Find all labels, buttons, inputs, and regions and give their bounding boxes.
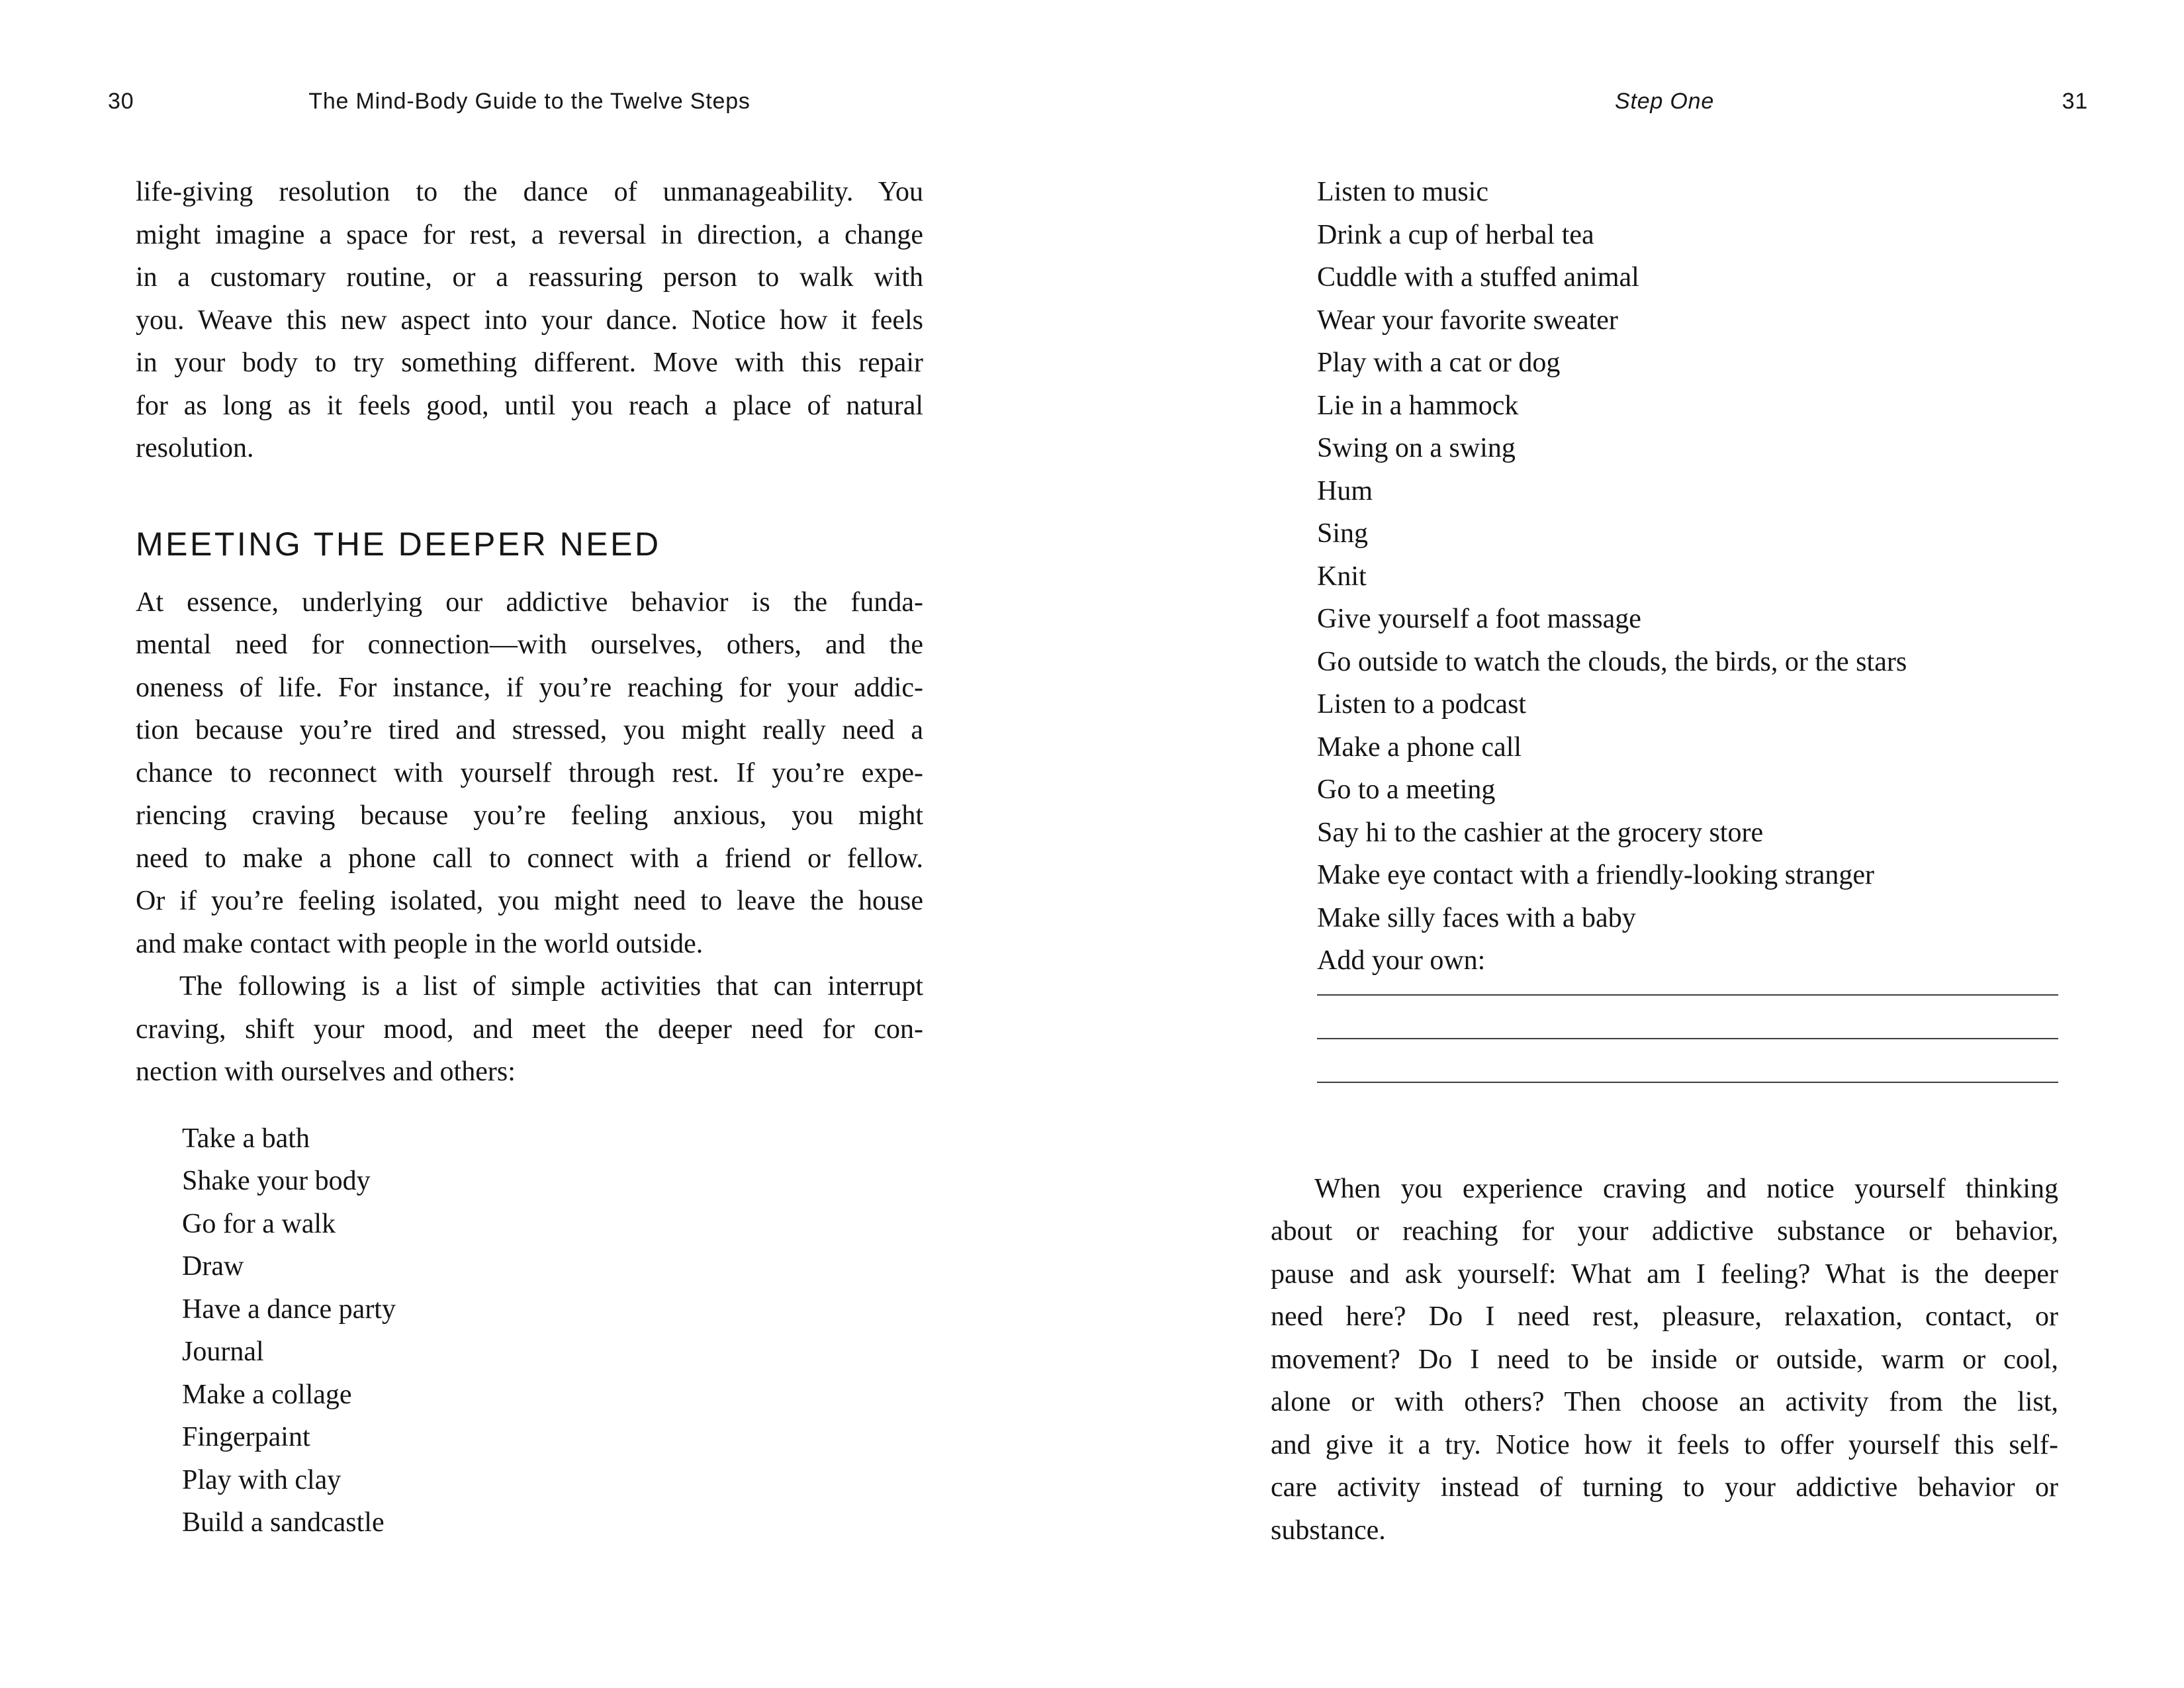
text-line: life-giving resolution to the dance of unmanageability. You <box>136 177 923 207</box>
list-item: Go to a meeting <box>1317 774 1496 805</box>
list-item: Fingerpaint <box>182 1422 310 1452</box>
text-line: When you experience craving and notice yourself thinking <box>1314 1173 2058 1204</box>
text-line: nection with ourselves and others: <box>136 1056 516 1087</box>
text-line: need to make a phone call to connect with a friend or fellow. <box>136 843 923 874</box>
page-number-right: 31 <box>2062 89 2088 114</box>
page-right <box>1092 0 2184 1688</box>
list-item: Sing <box>1317 518 1369 549</box>
list-item: Make eye contact with a friendly-looking stranger <box>1317 860 1875 890</box>
text-line: mental need for connection—with ourselves, others, and the <box>136 630 923 660</box>
paragraph-following <box>136 965 923 1094</box>
text-line: riencing craving because you’re feeling anxious, you might <box>136 800 923 831</box>
text-line: oneness of life. For instance, if you’re reaching for your addic- <box>136 672 923 703</box>
text-line: and make contact with people in the world outside. <box>136 928 704 959</box>
text-line: about or reaching for your addictive substance or behavior, <box>1271 1216 2058 1246</box>
list-item: Lie in a hammock <box>1317 390 1519 421</box>
list-item: Play with a cat or dog <box>1317 348 1561 378</box>
text-line: in your body to try something different. Move with this repair <box>136 348 923 378</box>
list-item: Swing on a swing <box>1317 433 1516 463</box>
text-line: for as long as it feels good, until you reach a place of natural <box>136 390 923 421</box>
list-item: Play with clay <box>182 1464 341 1495</box>
text-line: need here? Do I need rest, pleasure, relaxation, contact, or <box>1271 1301 2058 1332</box>
list-item: Have a dance party <box>182 1293 396 1325</box>
right-text-column <box>1271 171 2058 1552</box>
text-line: pause and ask yourself: What am I feeling? What is the deeper <box>1271 1258 2058 1289</box>
list-item: Shake your body <box>182 1166 371 1196</box>
list-item: Journal <box>182 1336 264 1367</box>
running-head-right: Step One <box>1614 89 1715 114</box>
text-line: substance. <box>1271 1515 1386 1546</box>
text-line: care activity instead of turning to your addictive behavior or <box>1271 1472 2058 1503</box>
section-heading: MEETING THE DEEPER NEED <box>136 525 661 563</box>
text-line: resolution. <box>136 433 254 463</box>
list-item: Add your own: <box>1317 945 1486 976</box>
list-item: Make a collage <box>182 1379 352 1410</box>
write-in-line <box>1317 996 2058 1039</box>
list-item: Make silly faces with a baby <box>1317 902 1636 933</box>
text-line: and give it a try. Notice how it feels to offer yourself this self- <box>1271 1429 2058 1460</box>
activities-list-left <box>182 1117 923 1544</box>
text-line: Or if you’re feeling isolated, you might need to leave the house <box>136 886 923 916</box>
list-item: Build a sandcastle <box>182 1507 385 1538</box>
list-item: Draw <box>182 1251 244 1282</box>
list-item: Give yourself a foot massage <box>1317 604 1641 634</box>
list-item: Listen to a podcast <box>1317 689 1527 720</box>
list-item: Listen to music <box>1317 177 1488 207</box>
list-item: Hum <box>1317 475 1373 506</box>
text-line: alone or with others? Then choose an activity from the list, <box>1271 1387 2058 1417</box>
text-line: you. Weave this new aspect into your dance. Notice how it feels <box>136 305 923 336</box>
text-line: chance to reconnect with yourself through rest. If you’re expe- <box>136 757 923 788</box>
list-item: Go for a walk <box>182 1208 336 1239</box>
text-line: The following is a list of simple activities that can interrupt <box>179 971 923 1002</box>
page-number-left: 30 <box>108 89 134 114</box>
list-item: Take a bath <box>182 1123 310 1154</box>
list-item: Knit <box>1317 561 1367 592</box>
running-head-left: The Mind-Body Guide to the Twelve Steps <box>308 89 751 114</box>
text-line: in a customary routine, or a reassuring person to walk with <box>136 262 923 293</box>
text-line: At essence, underlying our addictive behavior is the funda- <box>136 586 923 618</box>
write-in-line <box>1317 1039 2058 1083</box>
list-item: Cuddle with a stuffed animal <box>1317 262 1639 293</box>
paragraph-essence <box>136 581 923 966</box>
text-line: movement? Do I need to be inside or outside, warm or cool, <box>1271 1344 2058 1375</box>
paragraph-continuation <box>136 171 923 470</box>
text-line: tion because you’re tired and stressed, you might really need a <box>136 715 923 745</box>
left-text-column <box>136 171 923 1544</box>
text-line: craving, shift your mood, and meet the deeper need for con- <box>136 1013 923 1045</box>
list-item: Wear your favorite sweater <box>1317 305 1618 336</box>
activities-list-right <box>1317 171 2058 982</box>
list-item: Go outside to watch the clouds, the birds, or the stars <box>1317 646 1907 677</box>
list-item: Drink a cup of herbal tea <box>1317 219 1594 250</box>
list-item: Make a phone call <box>1317 731 1522 763</box>
text-line: might imagine a space for rest, a reversal in direction, a change <box>136 219 923 250</box>
list-item: Say hi to the cashier at the grocery store <box>1317 817 1764 848</box>
paragraph-when <box>1271 1168 2058 1552</box>
